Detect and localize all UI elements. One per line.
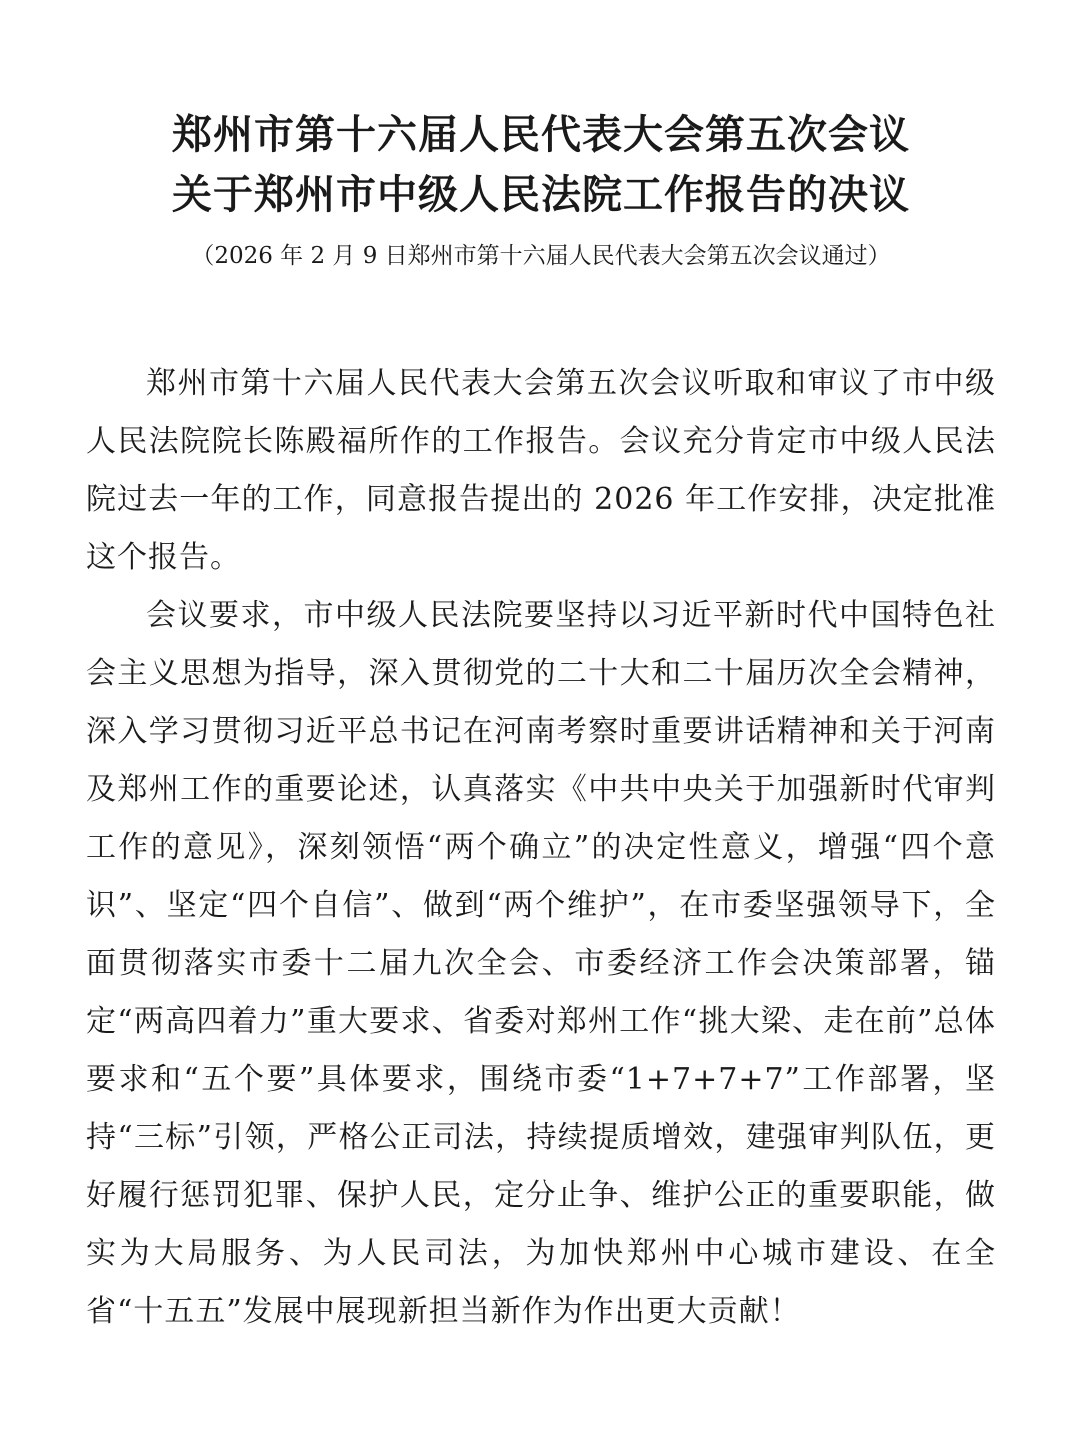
- title-line-1: 郑州市第十六届人民代表大会第五次会议: [172, 111, 910, 158]
- title-line-2: 关于郑州市中级人民法院工作报告的决议: [172, 171, 910, 218]
- paragraph-1: 郑州市第十六届人民代表大会第五次会议听取和审议了市中级人民法院院长陈殿福所作的工作报告。会议充分肯定市中级人民法院过去一年的工作，同意报告提出的 2026 年工作安排，决定批准这个报告。: [86, 366, 996, 575]
- document-title: [86, 0, 996, 225]
- document-body: [86, 355, 996, 1341]
- paragraph-2: 会议要求，市中级人民法院要坚持以习近平新时代中国特色社会主义思想为指导，深入贯彻党的二十大和二十届历次全会精神，深入学习贯彻习近平总书记在河南考察时重要讲话精神和关于河南及郑州工作的重要论述，认真落实《中共中央关于加强新时代审判工作的意见》，深刻领悟“两个确立”的决定性意义，增强“四个意识”、坚定“四个自信”、做到“两个维护”，在市委坚强领导下，全面贯彻落实市委十二届九次全会、市委经济工作会决策部署，锚定“两高四着力”重大要求、省委对郑州工作“挑大梁、走在前”总体要求和“五个要”具体要求，围绕市委“1+7+7+7”工作部署，坚持“三标”引领，严格公正司法，持续提质增效，建强审判队伍，更好履行惩罚犯罪、保护人民，定分止争、维护公正的重要职能，做实为大局服务、为人民司法，为加快郑州中心城市建设、在全省“十五五”发展中展现新担当新作为作出更大贡献！: [86, 598, 996, 1329]
- adoption-note: （2026 年 2 月 9 日郑州市第十六届人民代表大会第五次会议通过）: [191, 243, 891, 269]
